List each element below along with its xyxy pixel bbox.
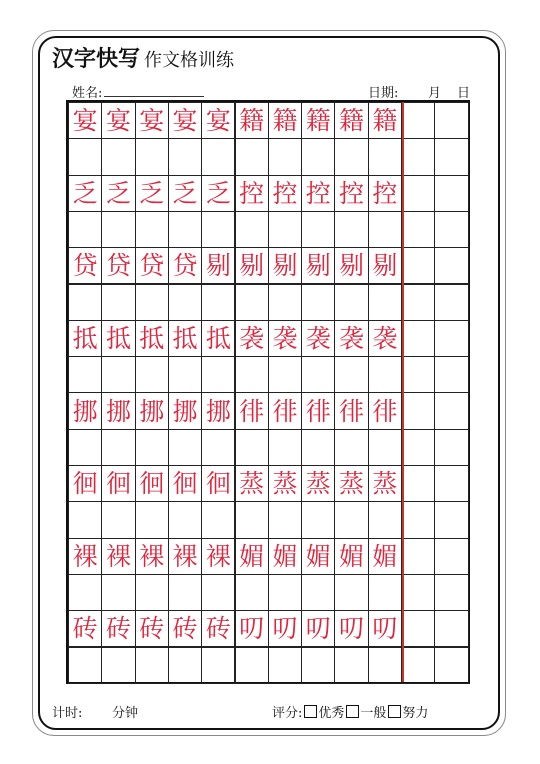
grid-cell xyxy=(368,610,402,647)
grid-cell xyxy=(168,429,202,466)
grid-cell xyxy=(434,392,468,429)
grid-cell xyxy=(434,247,468,284)
practice-character: 裸 xyxy=(105,541,131,571)
grid-cell xyxy=(401,211,435,248)
practice-character: 剔 xyxy=(205,251,231,281)
writing-grid xyxy=(66,100,470,684)
grid-cell xyxy=(368,538,402,575)
grid-cell xyxy=(68,211,102,248)
grid-cell xyxy=(68,429,102,466)
grid-cell xyxy=(268,356,302,393)
grid-cell xyxy=(168,320,202,357)
practice-character: 媚 xyxy=(272,541,298,571)
grid-cell xyxy=(135,574,169,611)
grid-cell xyxy=(301,610,335,647)
grid-cell xyxy=(201,356,235,393)
practice-character: 乏 xyxy=(205,178,231,208)
option-average-label: 一般 xyxy=(360,706,387,721)
grid-cell xyxy=(334,175,368,212)
practice-character: 砖 xyxy=(172,614,198,644)
practice-character: 贷 xyxy=(172,251,198,281)
grid-cell xyxy=(368,574,402,611)
grid-cell xyxy=(268,465,302,502)
grid-cell xyxy=(268,138,302,175)
grid-cell xyxy=(101,247,135,284)
practice-character: 宴 xyxy=(139,106,165,136)
practice-character: 徘 xyxy=(239,396,265,426)
grid-cell xyxy=(401,320,435,357)
grid-cell xyxy=(401,465,435,502)
option-excellent-label: 优秀 xyxy=(318,706,345,721)
grid-cell xyxy=(168,356,202,393)
grid-cell xyxy=(368,211,402,248)
practice-character: 媚 xyxy=(305,541,331,571)
page-title xyxy=(52,42,234,72)
grid-cell xyxy=(135,647,169,684)
grid-cell xyxy=(201,284,235,321)
practice-character: 裸 xyxy=(72,541,98,571)
grid-cell xyxy=(101,211,135,248)
grid-cell xyxy=(301,320,335,357)
grid-cell xyxy=(201,320,235,357)
grid-cell xyxy=(368,429,402,466)
grid-cell xyxy=(135,175,169,212)
grid-cell xyxy=(235,392,269,429)
practice-character: 袭 xyxy=(305,323,331,353)
grid-cell xyxy=(168,175,202,212)
grid-cell xyxy=(301,175,335,212)
grid-cell xyxy=(68,610,102,647)
grid-cell xyxy=(101,356,135,393)
practice-character: 裸 xyxy=(172,541,198,571)
practice-character: 徘 xyxy=(339,396,365,426)
grid-cell xyxy=(101,501,135,538)
grid-cell xyxy=(135,610,169,647)
practice-character: 叨 xyxy=(339,614,365,644)
grid-cell xyxy=(401,356,435,393)
grid-cell xyxy=(68,320,102,357)
grid-cell xyxy=(401,647,435,684)
option-effort-label: 努力 xyxy=(402,706,429,721)
grid-cell xyxy=(135,392,169,429)
grid-cell xyxy=(201,102,235,139)
practice-character: 徊 xyxy=(139,469,165,499)
grid-cell xyxy=(301,284,335,321)
grid-cell xyxy=(334,138,368,175)
grid-cell xyxy=(434,429,468,466)
practice-character: 籍 xyxy=(372,106,398,136)
grid-cell xyxy=(434,211,468,248)
practice-character: 贷 xyxy=(72,251,98,281)
practice-character: 叨 xyxy=(239,614,265,644)
practice-character: 剔 xyxy=(305,251,331,281)
grid-cell xyxy=(401,102,435,139)
grid-cell xyxy=(68,392,102,429)
grid-cell xyxy=(334,610,368,647)
practice-character: 徊 xyxy=(172,469,198,499)
grid-cell xyxy=(434,320,468,357)
grid-cell xyxy=(201,610,235,647)
grid-cell xyxy=(101,175,135,212)
practice-character: 籍 xyxy=(272,106,298,136)
margin-guide-line xyxy=(402,102,404,682)
grid-cell xyxy=(268,247,302,284)
grid-cell xyxy=(301,574,335,611)
grid-cell xyxy=(168,102,202,139)
grid-cell xyxy=(401,538,435,575)
grid-cell xyxy=(101,392,135,429)
grid-cell xyxy=(334,102,368,139)
grid-cell xyxy=(401,175,435,212)
practice-character: 控 xyxy=(339,178,365,208)
practice-character: 剔 xyxy=(272,251,298,281)
grid-cell xyxy=(101,610,135,647)
grid-cell xyxy=(68,102,102,139)
practice-character: 媚 xyxy=(372,541,398,571)
grid-cell xyxy=(235,138,269,175)
grid-cell xyxy=(268,284,302,321)
checkbox-average[interactable] xyxy=(346,705,359,718)
practice-character: 剔 xyxy=(372,251,398,281)
practice-character: 蒸 xyxy=(339,469,365,499)
checkbox-effort[interactable] xyxy=(388,705,401,718)
grid-cell xyxy=(135,538,169,575)
grid-cell xyxy=(334,284,368,321)
practice-character: 裸 xyxy=(205,541,231,571)
grid-cell xyxy=(268,429,302,466)
practice-character: 宴 xyxy=(172,106,198,136)
grid-cell xyxy=(334,211,368,248)
practice-character: 乏 xyxy=(72,178,98,208)
grid-cell xyxy=(235,320,269,357)
practice-character: 蒸 xyxy=(372,469,398,499)
practice-character: 裸 xyxy=(139,541,165,571)
minute-label: 分钟 xyxy=(112,706,139,721)
grid-cell xyxy=(434,356,468,393)
practice-character: 蒸 xyxy=(272,469,298,499)
grid-cell xyxy=(334,501,368,538)
grid-cell xyxy=(101,538,135,575)
practice-character: 抵 xyxy=(139,323,165,353)
grid-cell xyxy=(168,465,202,502)
grid-cell xyxy=(434,538,468,575)
practice-character: 剔 xyxy=(339,251,365,281)
grid-cell xyxy=(368,102,402,139)
grid-cell xyxy=(235,610,269,647)
grid-cell xyxy=(401,574,435,611)
grid-cell xyxy=(68,284,102,321)
practice-character: 控 xyxy=(372,178,398,208)
practice-character: 徘 xyxy=(372,396,398,426)
grid-cell xyxy=(434,465,468,502)
grid-cell xyxy=(68,465,102,502)
grid-cell xyxy=(201,429,235,466)
grid-cell xyxy=(301,102,335,139)
grid-cell xyxy=(301,211,335,248)
grid-cell xyxy=(201,538,235,575)
grid-cell xyxy=(434,501,468,538)
grid-cell xyxy=(201,211,235,248)
practice-character: 叨 xyxy=(272,614,298,644)
grid-cell xyxy=(235,284,269,321)
grid-cell xyxy=(135,102,169,139)
practice-character: 蒸 xyxy=(305,469,331,499)
grid-cell xyxy=(401,610,435,647)
grid-cell xyxy=(168,501,202,538)
grid-cell xyxy=(201,501,235,538)
grid-cell xyxy=(135,501,169,538)
grid-cell xyxy=(268,574,302,611)
practice-character: 砖 xyxy=(105,614,131,644)
grid-cell xyxy=(101,574,135,611)
grid-cell xyxy=(135,284,169,321)
grid-cell xyxy=(401,138,435,175)
grid-cell xyxy=(368,647,402,684)
grid-cell xyxy=(235,538,269,575)
grid-cell xyxy=(334,429,368,466)
practice-character: 袭 xyxy=(272,323,298,353)
grid-cell xyxy=(368,138,402,175)
grid-cell xyxy=(368,175,402,212)
grid-cell xyxy=(301,647,335,684)
grid-cell xyxy=(301,356,335,393)
grid-cell xyxy=(168,138,202,175)
month-label: 月 xyxy=(428,86,442,101)
grid-cell xyxy=(168,574,202,611)
practice-character: 籍 xyxy=(339,106,365,136)
grid-cell xyxy=(235,429,269,466)
practice-character: 抵 xyxy=(72,323,98,353)
name-field-line xyxy=(104,96,204,97)
practice-character: 挪 xyxy=(205,396,231,426)
grid-cell xyxy=(434,102,468,139)
grid-cell xyxy=(235,647,269,684)
grid-cell xyxy=(201,247,235,284)
grid-cell xyxy=(334,247,368,284)
grid-cell xyxy=(68,356,102,393)
grid-cell xyxy=(434,175,468,212)
grid-cell xyxy=(68,175,102,212)
practice-character: 控 xyxy=(305,178,331,208)
grid-cell xyxy=(301,465,335,502)
grid-cell xyxy=(168,647,202,684)
practice-character: 袭 xyxy=(372,323,398,353)
grid-cell xyxy=(301,538,335,575)
grid-cell xyxy=(101,429,135,466)
grid-cell xyxy=(434,610,468,647)
grid-cell xyxy=(235,574,269,611)
grid-cell xyxy=(101,102,135,139)
practice-character: 控 xyxy=(272,178,298,208)
practice-character: 砖 xyxy=(139,614,165,644)
grid-cell xyxy=(68,538,102,575)
grid-cell xyxy=(268,647,302,684)
grid-cell xyxy=(268,392,302,429)
practice-character: 挪 xyxy=(139,396,165,426)
grid-cell xyxy=(235,175,269,212)
grid-cell xyxy=(135,247,169,284)
grid-cell xyxy=(434,284,468,321)
grid-cell xyxy=(301,247,335,284)
practice-character: 挪 xyxy=(105,396,131,426)
score-area xyxy=(272,702,428,721)
grid-cell xyxy=(235,247,269,284)
title-main: 汉字快写 xyxy=(52,47,141,72)
grid-cell xyxy=(135,465,169,502)
grid-cell xyxy=(368,284,402,321)
grid-cell xyxy=(334,465,368,502)
practice-character: 蒸 xyxy=(239,469,265,499)
practice-character: 叨 xyxy=(305,614,331,644)
practice-character: 乏 xyxy=(172,178,198,208)
date-label: 日期: xyxy=(368,86,399,101)
grid-cell xyxy=(235,501,269,538)
grid-cell xyxy=(135,356,169,393)
grid-cell xyxy=(401,501,435,538)
practice-character: 宴 xyxy=(72,106,98,136)
grid-cell xyxy=(301,501,335,538)
practice-character: 媚 xyxy=(239,541,265,571)
grid-cell xyxy=(401,247,435,284)
practice-character: 抵 xyxy=(105,323,131,353)
grid-cell xyxy=(401,284,435,321)
grid-cell xyxy=(301,138,335,175)
practice-character: 徘 xyxy=(272,396,298,426)
grid-cell xyxy=(168,284,202,321)
grid-cell xyxy=(201,465,235,502)
grid-cell xyxy=(235,102,269,139)
grid-cell xyxy=(201,574,235,611)
practice-character: 砖 xyxy=(72,614,98,644)
grid-cell xyxy=(201,175,235,212)
practice-character: 挪 xyxy=(172,396,198,426)
grid-cell xyxy=(68,501,102,538)
grid-cell xyxy=(268,175,302,212)
grid-cell xyxy=(401,392,435,429)
practice-character: 乏 xyxy=(139,178,165,208)
practice-character: 抵 xyxy=(205,323,231,353)
grid-cell xyxy=(334,320,368,357)
grid-cell xyxy=(434,574,468,611)
grid-cell xyxy=(135,429,169,466)
practice-character: 抵 xyxy=(172,323,198,353)
score-label: 评分: xyxy=(272,706,303,721)
grid-cell xyxy=(434,647,468,684)
grid-cell xyxy=(135,138,169,175)
time-label: 计时: xyxy=(52,706,83,721)
grid-cell xyxy=(334,574,368,611)
grid-cell xyxy=(268,610,302,647)
practice-character: 徊 xyxy=(72,469,98,499)
practice-character: 徊 xyxy=(105,469,131,499)
grid-cell xyxy=(368,247,402,284)
grid-cell xyxy=(101,284,135,321)
grid-cell xyxy=(334,356,368,393)
grid-cell xyxy=(135,211,169,248)
grid-cell xyxy=(334,392,368,429)
practice-character: 贷 xyxy=(105,251,131,281)
practice-character: 叨 xyxy=(372,614,398,644)
name-label: 姓名: xyxy=(72,86,103,101)
grid-cell xyxy=(334,647,368,684)
grid-cell xyxy=(401,429,435,466)
practice-character: 籍 xyxy=(239,106,265,136)
grid-cell xyxy=(301,429,335,466)
grid-cell xyxy=(268,102,302,139)
grid-cell xyxy=(101,465,135,502)
practice-character: 籍 xyxy=(305,106,331,136)
practice-character: 乏 xyxy=(105,178,131,208)
grid-cell xyxy=(168,247,202,284)
practice-character: 徘 xyxy=(305,396,331,426)
grid-cell xyxy=(68,247,102,284)
grid-cell xyxy=(368,320,402,357)
grid-cell xyxy=(235,356,269,393)
grid-cell xyxy=(201,392,235,429)
grid-cell xyxy=(168,392,202,429)
grid-cell xyxy=(168,538,202,575)
grid-cell xyxy=(268,211,302,248)
grid-cell xyxy=(235,211,269,248)
grid-cell xyxy=(201,647,235,684)
grid-cell xyxy=(368,392,402,429)
practice-character: 砖 xyxy=(205,614,231,644)
grid-cell xyxy=(68,647,102,684)
grid-cell xyxy=(268,320,302,357)
grid-cell xyxy=(268,538,302,575)
practice-character: 贷 xyxy=(139,251,165,281)
grid-cell xyxy=(101,138,135,175)
day-label: 日 xyxy=(457,86,471,101)
grid-cell xyxy=(334,538,368,575)
grid-cell xyxy=(368,356,402,393)
grid-cell xyxy=(301,392,335,429)
grid-cell xyxy=(235,465,269,502)
practice-character: 控 xyxy=(239,178,265,208)
practice-character: 媚 xyxy=(339,541,365,571)
grid-cell xyxy=(101,647,135,684)
grid-cell xyxy=(201,138,235,175)
practice-character: 袭 xyxy=(239,323,265,353)
grid-cell xyxy=(68,138,102,175)
grid-cell xyxy=(101,320,135,357)
grid-cell xyxy=(268,501,302,538)
grid-cell xyxy=(68,574,102,611)
practice-character: 宴 xyxy=(205,106,231,136)
practice-character: 宴 xyxy=(105,106,131,136)
grid-cell xyxy=(135,320,169,357)
grid-cell xyxy=(368,501,402,538)
grid-cell xyxy=(368,465,402,502)
grid-cell xyxy=(168,610,202,647)
title-sub: 作文格训练 xyxy=(144,50,235,71)
checkbox-excellent[interactable] xyxy=(304,705,317,718)
grid-cell xyxy=(168,211,202,248)
practice-character: 挪 xyxy=(72,396,98,426)
practice-character: 剔 xyxy=(239,251,265,281)
practice-character: 袭 xyxy=(339,323,365,353)
grid-cell xyxy=(434,138,468,175)
practice-character: 徊 xyxy=(205,469,231,499)
